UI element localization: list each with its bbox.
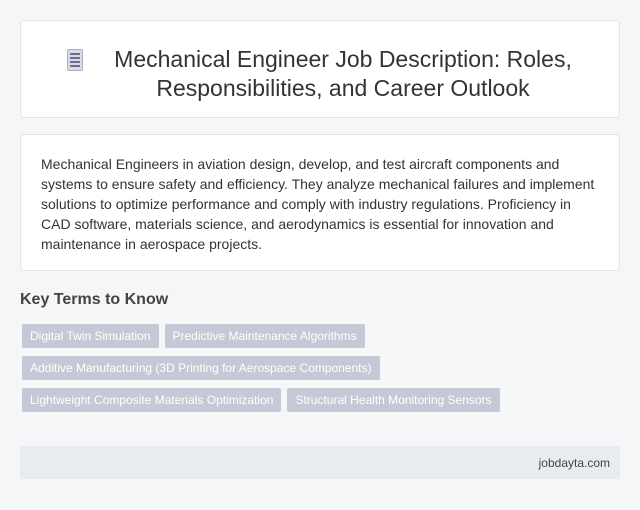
tag-row xyxy=(22,356,622,380)
tag: Structural Health Monitoring Sensors xyxy=(287,388,499,412)
tag-row xyxy=(22,324,622,348)
page-title: Mechanical Engineer Job Description: Roles, Responsibilities, and Career Outlook xyxy=(114,46,572,101)
key-terms-list xyxy=(22,324,622,420)
key-terms-heading: Key Terms to Know xyxy=(20,291,169,308)
tag: Lightweight Composite Materials Optimization xyxy=(22,388,281,412)
summary-card xyxy=(20,134,620,271)
footer-site: jobdayta.com xyxy=(538,456,610,470)
tag: Predictive Maintenance Algorithms xyxy=(165,324,365,348)
footer xyxy=(20,446,620,479)
tag: Digital Twin Simulation xyxy=(22,324,159,348)
tag-row xyxy=(22,388,622,412)
summary-text: Mechanical Engineers in aviation design, develop, and test aircraft components and systems to ensure safety and efficiency. They analyze mechanical failures and implement solutions to optimize performance and comply with industry regulations. Proficiency in CAD software, materials science, and aerodynamics is essential for innovation and maintenance in aerospace projects. xyxy=(41,156,595,252)
document-icon xyxy=(67,49,83,71)
tag: Additive Manufacturing (3D Printing for Aerospace Components) xyxy=(22,356,380,380)
title-card xyxy=(20,20,620,118)
